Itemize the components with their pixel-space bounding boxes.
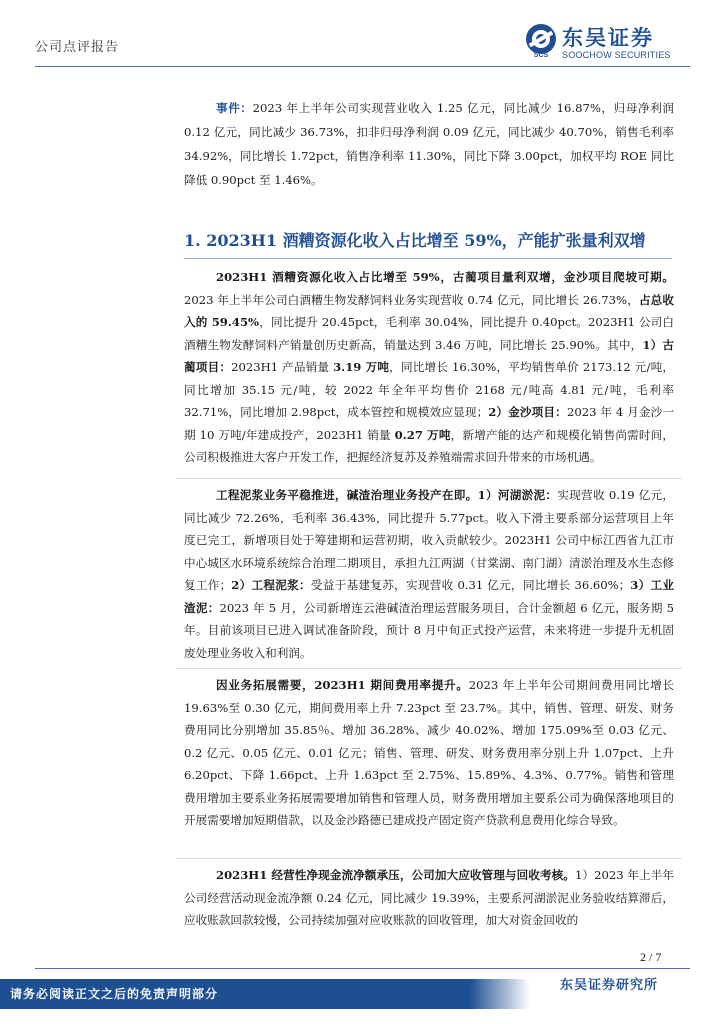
footer-banner-fade <box>470 979 530 1009</box>
paragraph-distillers-grains <box>184 266 674 469</box>
footer-company-name: 东吴证券研究所 <box>560 978 659 993</box>
paragraph-lead: 因业务拓展需要，2023H1 期间费用率提升。 <box>216 678 469 692</box>
paragraph-lead: 2023H1 经营性净现金流净额承压，公司加大应收管理与回收考核。 <box>216 868 575 882</box>
paragraph-text: 2023H1 产品销量 <box>231 360 334 374</box>
logo-emblem-icon <box>526 24 556 54</box>
paragraph-expense-ratio <box>184 674 674 832</box>
paragraph-bold: 3）工业渣泥： <box>184 578 674 615</box>
event-summary <box>184 96 674 192</box>
section-divider <box>184 258 672 259</box>
paragraph-bold: 2）金沙项目： <box>488 405 567 419</box>
header-label: 公司点评报告 <box>35 40 120 55</box>
paragraph-bold: 2）工程泥浆： <box>231 578 311 592</box>
disclaimer-notice: 请务必阅读正文之后的免责声明部分 <box>10 987 219 1001</box>
company-logo <box>526 22 698 62</box>
logo-chinese-name: 东吴证券 <box>562 26 654 50</box>
paragraph-text: 受益于基建复苏，实现营收 0.31 亿元，同比增长 36.60%； <box>310 578 631 592</box>
paragraph-text: 2023 年上半年公司白酒糟生物发酵饲料业务实现营收 0.74 亿元，同比增长 26.73%， <box>184 292 639 307</box>
paragraph-lead: 工程泥浆业务平稳推进，碱渣治理业务投产在即。 <box>216 488 478 502</box>
event-text: 2023 年上半年公司实现营业收入 1.25 亿元，同比减少 16.87%，归母净利润 0.12 亿元，同比减少 36.73%，扣非归母净利润 0.09 亿元，同比减少 40.70%，销售毛利率 34.92%，同比增长 1.72pct，销售净利率 11.30%，同比下降 3.00pct，加权平均 ROE 同比降低 0.90pct 至 1.46%。 <box>184 101 674 187</box>
header-divider <box>35 66 690 67</box>
paragraph-text: 1）2023 年上半年公司经营活动现金流净额 0.24 亿元，同比减少 19.39%，主要系河湖淤泥业务验收结算滞后，应收账款回款较慢，公司持续加强对应收账款的回收管理，加大对资金回收的 <box>184 868 674 927</box>
paragraph-bold: 占总收入的 59.45% <box>184 292 674 329</box>
paragraph-bold: 0.27 万吨 <box>394 427 451 442</box>
paragraph-text: 实现营收 0.19 亿元，同比减少 72.26%，毛利率 36.43%，同比提升 5.77pct。收入下滑主要系部分运营项目上年度已完工，新增项目处于筹建期和运营初期，收入贡献较少。2023H1 公司中标江西省九江市中心城区水环境系统综合治理二期项目，承担九江两湖（甘棠湖、南门湖）清淤治理及水生态修复工作； <box>184 488 674 592</box>
paragraph-lead: 2023H1 酒糟资源化收入占比增至 59%，古蔺项目量利双增，金沙项目爬坡可期。 <box>216 270 674 284</box>
page-number: 2 / 7 <box>640 950 662 964</box>
paragraph-text: ，同比增长 16.30%，平均销售单价 2173.12 元/吨，同比增加 35.15 元/吨，较 2022 年全年平均售价 2168 元/吨高 4.81 元/吨，毛利率 32.71%，同比增加 2.98pct，成本管控和规模效应显现； <box>184 360 674 419</box>
logo-abbreviation: SCS <box>533 52 549 59</box>
logo-english-name: SOOCHOW SECURITIES <box>562 50 671 60</box>
footer-divider <box>35 968 690 969</box>
paragraph-bold: 3.19 万吨 <box>333 360 390 374</box>
paragraph-text: ，同比提升 20.45pct，毛利率 30.04%，同比提升 0.40pct。2023H1 公司白酒糟生物发酵饲料产销量创历史新高，销量达到 3.46 万吨，同比增长 25.90%。其中， <box>184 315 674 352</box>
paragraph-text: 2023 年上半年公司期间费用同比增长 19.63%至 0.30 亿元，期间费用率上升 7.23pct 至 23.7%。其中，销售、管理、研发、财务费用同比分别增加 35.85％、增加 36.28%、减少 40.02%、增加 175.09%至 0.03 亿元、0.2 亿元、0.05 亿元、0.01 亿元；销售、管理、研发、财务费用率分别上升 1.07pct、上升 6.20pct、下降 1.66pct、上升 1.63pct 至 2.75%、15.89%、4.3%、0.77%。销售和管理费用增加主要系业务拓展需要增加销售和管理人员，财务费用增加主要系公司为确保落地项目的开展需要增加短期借款，以及金沙路德已建成投产固定资产贷款利息费用化综合导致。 <box>184 678 674 827</box>
event-lead: 事件： <box>216 101 253 115</box>
paragraph-text: 2023 年 5 月，公司新增连云港碱渣治理运营服务项目，合计金额超 6 亿元，服务期 5 年。目前该项目已进入调试准备阶段，预计 8 月中旬正式投产运营，未来将进一步提升无机固废处理业务收入和利润。 <box>184 600 674 660</box>
paragraph-bold: 1）河湖淤泥： <box>477 488 558 502</box>
paragraph-text: 2023 年 4 月金沙一期 10 万吨/年建成投产，2023H1 销量 <box>184 405 674 442</box>
paragraph-cash-flow <box>184 864 674 932</box>
section-title: 1. 2023H1 酒糟资源化收入占比增至 59%，产能扩张量利双增 <box>184 231 646 250</box>
paragraph-engineering-mud <box>184 484 674 664</box>
paragraph-text: ，新增产能的达产和规模化销售尚需时间，公司积极推进大客户开发工作，把握经济复苏及养殖端需求回升带来的市场机遇。 <box>184 427 674 464</box>
paragraph-bold: 1）古蔺项目： <box>184 337 674 374</box>
